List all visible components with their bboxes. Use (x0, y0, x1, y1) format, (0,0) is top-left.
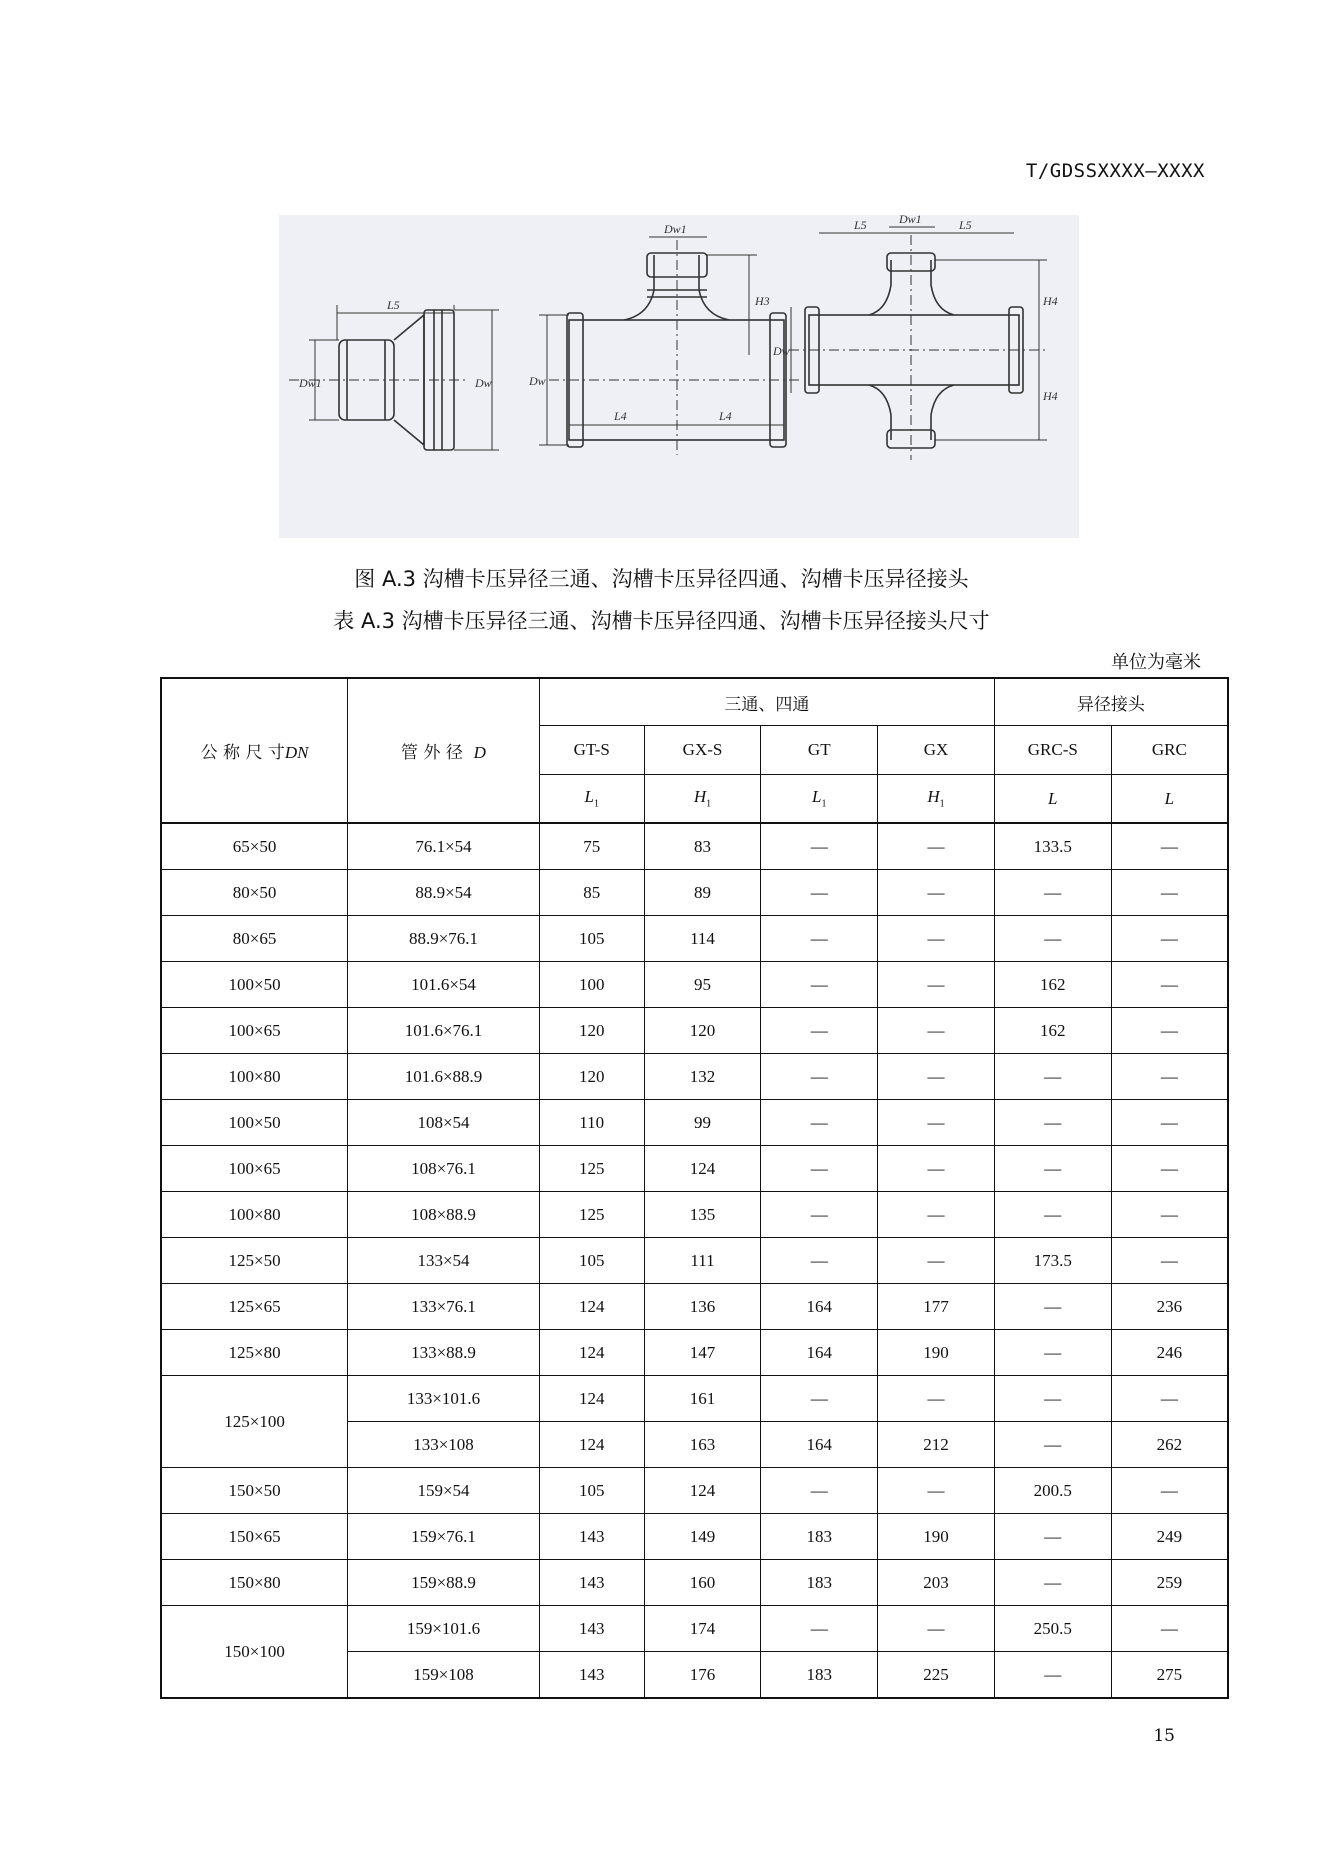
cell-value: 105 (539, 1238, 644, 1284)
header-symbol (1111, 775, 1228, 824)
cross-dw-label: Dw (773, 344, 790, 358)
cell-value: 124 (539, 1422, 644, 1468)
header-outer-diameter-symbol: D (473, 743, 486, 762)
cell-value: — (761, 1468, 878, 1514)
cell-value: 259 (1111, 1560, 1228, 1606)
cell-value: — (1111, 1606, 1228, 1652)
cell-nominal-size: 80×65 (161, 916, 348, 962)
cell-value: — (761, 1054, 878, 1100)
cross-h4a-label: H4 (1043, 294, 1058, 308)
cell-value: 105 (539, 1468, 644, 1514)
header-nominal-size-symbol: DN (284, 743, 309, 762)
reducer-dw-label: Dw (475, 376, 492, 390)
header-symbol-sub: 1 (706, 798, 712, 810)
cell-outer-diameter: 133×108 (348, 1422, 540, 1468)
header-col-gt: GT (761, 726, 878, 775)
cell-value: 100 (539, 962, 644, 1008)
header-symbol-main: L (584, 787, 594, 807)
cell-value: 149 (644, 1514, 761, 1560)
table-row (161, 823, 1228, 870)
cell-value: 183 (761, 1560, 878, 1606)
cross-dw1-label: Dw1 (899, 215, 922, 226)
header-symbol-sub: 1 (821, 798, 827, 810)
cell-value: — (994, 1560, 1111, 1606)
cell-value: — (878, 823, 995, 870)
cell-value: 133.5 (994, 823, 1111, 870)
cell-outer-diameter: 101.6×76.1 (348, 1008, 540, 1054)
cell-value: 174 (644, 1606, 761, 1652)
cell-value: 124 (539, 1284, 644, 1330)
header-symbol-sub: 1 (939, 798, 945, 810)
cell-value: — (994, 1100, 1111, 1146)
cell-value: — (761, 823, 878, 870)
cell-outer-diameter: 133×54 (348, 1238, 540, 1284)
header-col-gx: GX (878, 726, 995, 775)
cell-value: — (1111, 1468, 1228, 1514)
cell-value: 161 (644, 1376, 761, 1422)
cell-value: 177 (878, 1284, 995, 1330)
cell-outer-diameter: 159×108 (348, 1652, 540, 1699)
cell-value: 124 (644, 1146, 761, 1192)
cell-value: 124 (644, 1468, 761, 1514)
table-row (161, 1330, 1228, 1376)
header-col-gt-s: GT-S (539, 726, 644, 775)
cell-value: — (1111, 1054, 1228, 1100)
cell-value: — (1111, 962, 1228, 1008)
fittings-drawing (279, 215, 1079, 538)
cell-value: — (1111, 1376, 1228, 1422)
header-group-reducer: 异径接头 (994, 678, 1228, 726)
cell-value: 275 (1111, 1652, 1228, 1699)
tee-h3-label: H3 (755, 294, 770, 308)
cell-value: 136 (644, 1284, 761, 1330)
cell-value: — (761, 1238, 878, 1284)
fittings-drawing-svg (279, 215, 1079, 538)
cell-value: — (761, 1376, 878, 1422)
cell-outer-diameter: 101.6×54 (348, 962, 540, 1008)
header-symbol (761, 775, 878, 824)
cell-value: 99 (644, 1100, 761, 1146)
header-symbol-main: L (812, 787, 822, 807)
table-caption: 表 A.3 沟槽卡压异径三通、沟槽卡压异径四通、沟槽卡压异径接头尺寸 (333, 609, 990, 633)
cell-value: 246 (1111, 1330, 1228, 1376)
cell-value: 85 (539, 870, 644, 916)
cell-outer-diameter: 76.1×54 (348, 823, 540, 870)
cell-value: 236 (1111, 1284, 1228, 1330)
cell-nominal-size: 150×100 (161, 1606, 348, 1699)
table-row (161, 1514, 1228, 1560)
cell-value: — (1111, 1238, 1228, 1284)
cell-value: 173.5 (994, 1238, 1111, 1284)
document-code: T/GDSSXXXX—XXXX (1025, 160, 1205, 182)
cell-nominal-size: 100×65 (161, 1008, 348, 1054)
cell-value: — (1111, 1100, 1228, 1146)
table-row (161, 1192, 1228, 1238)
cell-value: 143 (539, 1606, 644, 1652)
cell-value: — (761, 1100, 878, 1146)
cell-value: 162 (994, 1008, 1111, 1054)
cell-value: — (994, 1054, 1111, 1100)
cell-outer-diameter: 133×88.9 (348, 1330, 540, 1376)
cell-value: — (994, 870, 1111, 916)
cell-value: — (994, 1514, 1111, 1560)
cell-value: — (878, 1054, 995, 1100)
cell-value: — (761, 962, 878, 1008)
cell-value: 250.5 (994, 1606, 1111, 1652)
cell-nominal-size: 150×50 (161, 1468, 348, 1514)
table-row (161, 1008, 1228, 1054)
cell-outer-diameter: 88.9×76.1 (348, 916, 540, 962)
cell-value: 164 (761, 1284, 878, 1330)
header-symbol (539, 775, 644, 824)
cell-value: 110 (539, 1100, 644, 1146)
cell-outer-diameter: 101.6×88.9 (348, 1054, 540, 1100)
cross-l5b-label: L5 (959, 218, 972, 232)
header-nominal-size (161, 678, 348, 823)
cell-value: — (994, 1422, 1111, 1468)
cell-value: — (994, 1652, 1111, 1699)
cell-value: 83 (644, 823, 761, 870)
table-row (161, 962, 1228, 1008)
cell-value: — (761, 1192, 878, 1238)
header-outer-diameter (348, 678, 540, 823)
cell-value: — (1111, 1146, 1228, 1192)
table-row (161, 1100, 1228, 1146)
cell-value: — (878, 1146, 995, 1192)
cell-nominal-size: 125×65 (161, 1284, 348, 1330)
cell-outer-diameter: 108×76.1 (348, 1146, 540, 1192)
cell-value: — (994, 1192, 1111, 1238)
cell-nominal-size: 100×50 (161, 1100, 348, 1146)
header-col-grc: GRC (1111, 726, 1228, 775)
cell-value: 212 (878, 1422, 995, 1468)
cell-value: — (878, 916, 995, 962)
cell-value: — (878, 962, 995, 1008)
cell-value: — (994, 916, 1111, 962)
cell-value: — (1111, 870, 1228, 916)
cell-value: 176 (644, 1652, 761, 1699)
table-row (161, 1468, 1228, 1514)
cross-drawing (789, 227, 1049, 460)
header-symbol-main: L (1048, 788, 1058, 808)
cross-l5a-label: L5 (854, 218, 867, 232)
cell-value: 95 (644, 962, 761, 1008)
cell-outer-diameter: 159×88.9 (348, 1560, 540, 1606)
cell-nominal-size: 150×80 (161, 1560, 348, 1606)
cell-value: 160 (644, 1560, 761, 1606)
cell-outer-diameter: 88.9×54 (348, 870, 540, 916)
cell-nominal-size: 100×50 (161, 962, 348, 1008)
reducer-dw1-label: Dw1 (299, 376, 322, 390)
cell-value: — (878, 1468, 995, 1514)
header-outer-diameter-label: 管 外 径 (401, 743, 463, 763)
cell-outer-diameter: 159×54 (348, 1468, 540, 1514)
cell-value: — (1111, 1008, 1228, 1054)
tee-drawing (539, 237, 799, 455)
header-symbol (994, 775, 1111, 824)
cell-nominal-size: 100×80 (161, 1054, 348, 1100)
cell-value: 135 (644, 1192, 761, 1238)
cell-value: — (761, 870, 878, 916)
table-row (161, 1238, 1228, 1284)
cell-value: — (878, 1192, 995, 1238)
cell-value: 164 (761, 1422, 878, 1468)
cell-value: 143 (539, 1514, 644, 1560)
header-col-grc-s: GRC-S (994, 726, 1111, 775)
cell-outer-diameter: 133×76.1 (348, 1284, 540, 1330)
cell-nominal-size: 125×80 (161, 1330, 348, 1376)
table-row (161, 870, 1228, 916)
cell-value: — (878, 1100, 995, 1146)
table-row (161, 1054, 1228, 1100)
table-row (161, 1560, 1228, 1606)
cell-value: 190 (878, 1514, 995, 1560)
cell-value: 147 (644, 1330, 761, 1376)
cell-value: 120 (644, 1008, 761, 1054)
table-row (161, 1146, 1228, 1192)
cell-value: 120 (539, 1054, 644, 1100)
header-col-gx-s: GX-S (644, 726, 761, 775)
dimension-table (160, 677, 1229, 1699)
cell-value: — (994, 1146, 1111, 1192)
cell-outer-diameter: 108×54 (348, 1100, 540, 1146)
reducer-l-label: L5 (387, 298, 400, 312)
header-symbol-main: L (1164, 788, 1175, 808)
cross-h4b-label: H4 (1043, 389, 1058, 403)
cell-value: 143 (539, 1652, 644, 1699)
cell-value: 125 (539, 1146, 644, 1192)
cell-value: — (878, 1376, 995, 1422)
header-symbol-main: H (693, 787, 707, 807)
cell-value: — (1111, 916, 1228, 962)
cell-value: 75 (539, 823, 644, 870)
cell-nominal-size: 125×100 (161, 1376, 348, 1468)
cell-value: — (1111, 1192, 1228, 1238)
figure-caption: 图 A.3 沟槽卡压异径三通、沟槽卡压异径四通、沟槽卡压异径接头 (354, 567, 969, 591)
cell-outer-diameter: 108×88.9 (348, 1192, 540, 1238)
cell-nominal-size: 100×80 (161, 1192, 348, 1238)
cell-value: 200.5 (994, 1468, 1111, 1514)
cell-value: 190 (878, 1330, 995, 1376)
cell-value: — (994, 1330, 1111, 1376)
header-symbol-sub: 1 (593, 798, 599, 810)
unit-note: 单位为毫米 (1111, 652, 1201, 673)
cell-value: 249 (1111, 1514, 1228, 1560)
cell-value: 105 (539, 916, 644, 962)
cell-nominal-size: 65×50 (161, 823, 348, 870)
header-nominal-size-label: 公 称 尺 寸 (200, 743, 285, 763)
cell-value: — (878, 1008, 995, 1054)
table-row (161, 916, 1228, 962)
cell-value: 120 (539, 1008, 644, 1054)
table-row (161, 1376, 1228, 1422)
cell-value: 89 (644, 870, 761, 916)
cell-nominal-size: 150×65 (161, 1514, 348, 1560)
tee-l4a-label: L4 (614, 409, 627, 423)
cell-value: 111 (644, 1238, 761, 1284)
cell-value: — (761, 1146, 878, 1192)
header-symbol-main: H (927, 787, 940, 807)
cell-value: 225 (878, 1652, 995, 1699)
cell-value: 143 (539, 1560, 644, 1606)
cell-value: 162 (994, 962, 1111, 1008)
cell-value: 164 (761, 1330, 878, 1376)
cell-nominal-size: 125×50 (161, 1238, 348, 1284)
tee-dw-label: Dw (529, 374, 546, 388)
header-symbol (644, 775, 761, 824)
cell-value: 183 (761, 1514, 878, 1560)
cell-value: — (761, 916, 878, 962)
tee-l4b-label: L4 (719, 409, 732, 423)
cell-outer-diameter: 133×101.6 (348, 1376, 540, 1422)
cell-value: 183 (761, 1652, 878, 1699)
cell-value: 114 (644, 916, 761, 962)
table-row (161, 1606, 1228, 1652)
cell-value: 124 (539, 1376, 644, 1422)
cell-nominal-size: 80×50 (161, 870, 348, 916)
cell-value: — (1111, 823, 1228, 870)
cell-value: — (994, 1284, 1111, 1330)
cell-outer-diameter: 159×101.6 (348, 1606, 540, 1652)
cell-value: 124 (539, 1330, 644, 1376)
cell-value: — (761, 1606, 878, 1652)
cell-nominal-size: 100×65 (161, 1146, 348, 1192)
cell-value: — (878, 1606, 995, 1652)
cell-value: — (994, 1376, 1111, 1422)
cell-value: 163 (644, 1422, 761, 1468)
cell-value: — (878, 1238, 995, 1284)
table-row (161, 1284, 1228, 1330)
cell-value: 125 (539, 1192, 644, 1238)
cell-value: 203 (878, 1560, 995, 1606)
cell-value: — (761, 1008, 878, 1054)
page-number: 15 (1153, 1726, 1175, 1746)
cell-value: 132 (644, 1054, 761, 1100)
cell-value: — (878, 870, 995, 916)
cell-value: 262 (1111, 1422, 1228, 1468)
header-group-tee-cross: 三通、四通 (539, 678, 994, 726)
header-symbol (878, 775, 995, 824)
cell-outer-diameter: 159×76.1 (348, 1514, 540, 1560)
tee-dw1-label: Dw1 (664, 222, 687, 236)
